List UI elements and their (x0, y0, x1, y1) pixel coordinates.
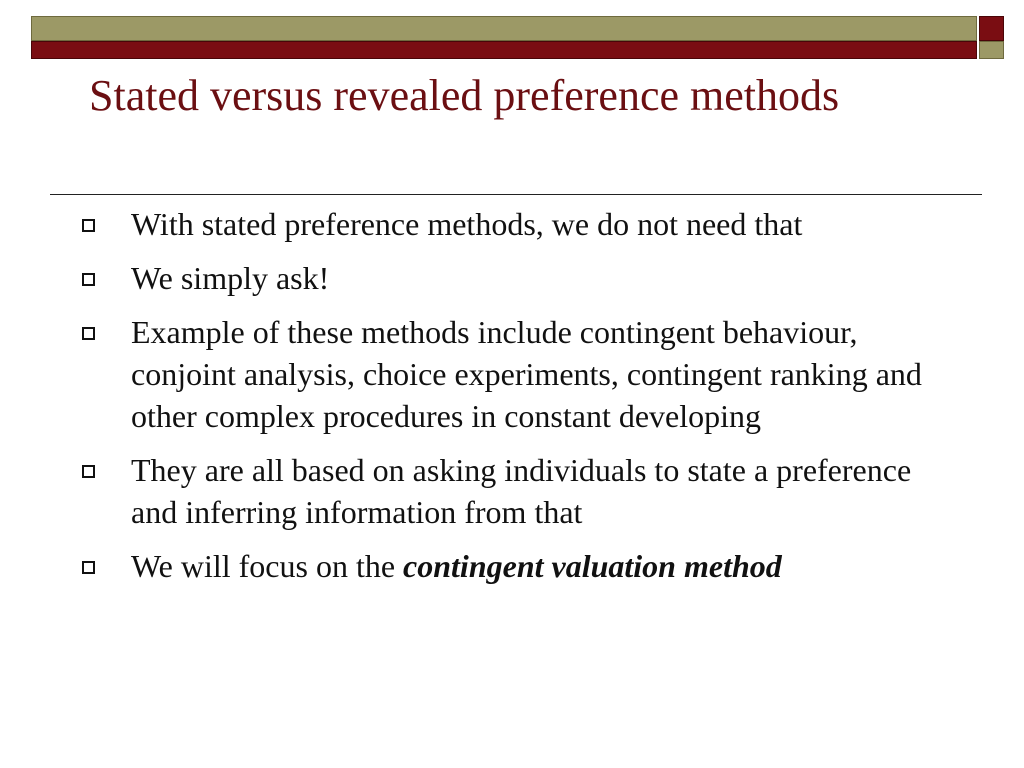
bullet-text: With stated preference methods, we do not need that (131, 206, 803, 242)
bullet-text: We simply ask! (131, 260, 330, 296)
corner-square-olive (979, 41, 1004, 59)
title-divider (50, 194, 982, 195)
bullet-item (80, 545, 950, 587)
hollow-square-bullet-icon (82, 327, 95, 340)
slide-title: Stated versus revealed preference methods (89, 71, 840, 120)
hollow-square-bullet-icon (82, 561, 95, 574)
bullet-emphasis: contingent valuation method (403, 548, 782, 584)
corner-square-red (979, 16, 1004, 41)
hollow-square-bullet-icon (82, 219, 95, 232)
bullet-text: Example of these methods include contingent behaviour, conjoint analysis, choice experiments, contingent ranking and other complex procedures in constant developing (131, 314, 922, 434)
bullet-text: They are all based on asking individuals to state a preference and inferring information from that (131, 452, 912, 530)
bullet-item (80, 257, 950, 299)
header-band-olive (31, 16, 977, 41)
header-band-red (31, 41, 977, 59)
hollow-square-bullet-icon (82, 465, 95, 478)
bullet-item (80, 203, 950, 245)
bullet-text: We will focus on the (131, 548, 404, 584)
bullet-list (80, 203, 950, 599)
hollow-square-bullet-icon (82, 273, 95, 286)
bullet-item (80, 449, 950, 533)
bullet-item (80, 311, 950, 437)
